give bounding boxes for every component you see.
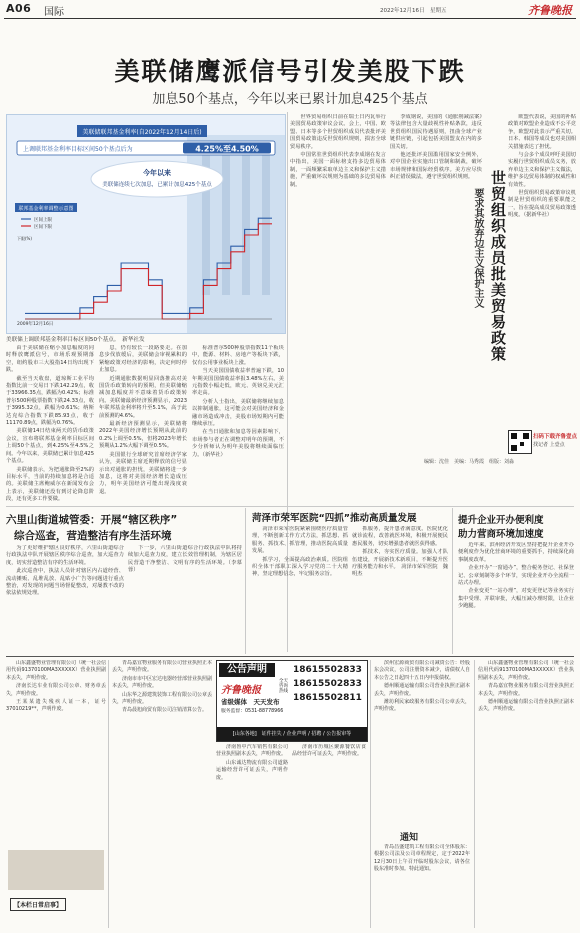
paragraph: 青岛昌盛建筑工程有限公司全体股东：根据公司法及公司章程规定，定于2022年12月30日上午召开临时股东会议，请各位股东准时参加。特此通知。 [374,844,470,873]
notice-body [374,844,470,928]
paragraph: 欧盟代表说，美国的补贴政策对欧盟企业造成不公平竞争，欧盟对此表示严重关切。日本、韩国等成员也对美国相关措施表达了担忧。 [508,114,576,150]
ads-divider [6,656,574,657]
notice-title: 通知 [400,833,419,843]
section-divider [6,506,574,507]
ad-item: 滨州宏源商贸有限公司减资公告：经股东会决议，公司注册资本减少，请债权人自本公告之日起四十五日内申报债权。 [374,660,470,681]
qr-caption-2: 找记者 上壹点 [533,442,565,448]
phone-number[interactable]: 18615502833 [293,679,362,689]
paragraph: 为了更好维护辖区良好秩序，六里山街道综合行政执法中队开展辖区秩序综合巡查，加大巡查力度，切实营造整洁有序的生活环境。 [6,545,124,566]
ads-col4 [292,744,366,928]
paragraph: 他还批评美国滥用国家安全例外，对中国企业实施出口管制和制裁，破坏市场规律和国际经贸秩序。美方应尽快纠正错误做法，遵守世贸组织规则。 [390,152,482,181]
axis-note: 下限(%) [17,236,32,241]
building-column [222,155,230,295]
ad-item: 青岛晨旭商贸有限公司注销清算公告。 [122,707,208,714]
editors-credit: 编辑：沈佳 美编：马秀霞 组版：刘淼 [424,459,515,465]
newspaper-logo: 齐鲁晚报 [528,4,572,17]
local1-subtitle: 综合巡查，营造整洁有序生活环境 [14,530,172,542]
ads-col1-footer: 【本栏日常启事】 [10,898,66,911]
paragraph: 与会多个成员呼吁美国切实履行世贸组织成员义务，放弃单边主义和保护主义做法，维护多边贸易体制的权威性和有效性。 [508,152,576,188]
qr-marker [523,433,529,439]
trade-article-col2 [390,114,482,514]
paragraph: 菏泽市荣军医院紧紧围绕医疗质量管理，不断创新工作方式方法，抓思想、抓服务、抓技术、抓管理，推动医院高质量发展。 [252,526,348,555]
notice-board-hotline: 服务监督：0531-88778966 [221,709,284,714]
trade-subtitle: 要求其放弃边主义保护主义 [472,188,483,308]
paragraph: 世贸组织贸易政策审议机制是世贸组织的重要职能之一，旨在提高成员贸易政策透明度。（据新华社） [508,190,576,219]
ad-item: 山东鑫盛物业管理有限公司（统一社会信用代码91370100MA3XXXXX）营业执照副本丢失，声明作废。 [478,660,574,681]
qr-marker [511,445,517,451]
ad-item: 济南市市中区宏达电器经营部营业执照副本丢失，声明作废。 [112,675,212,690]
paragraph: 下一步，六里山街道综合行政执法中队将持续加大巡查力度，建立长效管理机制，为辖区居民营造干净整洁、文明有序的生活环境。（李慕蓉） [128,545,242,574]
local3-title: 提升企业开办便利度 [458,515,544,526]
notice-board-title: 公告声明 [219,663,275,677]
paragraph: 截至当天收盘，道琼斯工业平均指数比前一交易日下跌142.29点，收于33966.35点，跌幅为0.42%；标准普尔500种股票指数下跌24.33点，收于3995.32点，跌幅为0.61%；纳斯达克综合指数下跌85.93点，收于11170.89点，跌幅为0.76%。 [6,375,94,427]
local1-title: 六里山街道城管委：开展“辖区秩序” [6,514,178,526]
paragraph: 企业开办“一窗通办”，整合税务登记、社保登记、公章刻制等多个环节，实现企业开办全流程一站式办理。 [458,565,574,587]
paragraph: 美联储表示，为把通胀降至2%的目标水平，当前的持续加息将是合适的。美联储主席鲍威尔在新闻发布会上表示，美联储还没有到讨论降息阶段，还有更多工作要做。 [6,466,94,503]
column-divider [245,508,246,654]
ad-item: 山东鑫盛物业管理有限公司（统一社会信用代码91370100MA3XXXXX）营业执照副本丢失，声明作废。 [6,660,106,681]
column-divider [370,660,371,928]
banner-text: 美联储联邦基金利率(自2022年12月14日后) [82,129,202,136]
column-divider [108,660,109,928]
legend-lower: 区间下限 [34,225,52,230]
mini-chart-title: 联邦基金利率调整示意图 [18,206,74,212]
paragraph: 此次巡查中，执法人员针对辖区内占道经营、流动摊贩、乱堆乱放、乱贴小广告等问题进行重点整治，对发现的问题当场督促整改，对屡教不改的依法依规处理。 [6,568,124,597]
notice-board-ad [216,660,368,742]
qr-dot [520,442,524,446]
qr-marker [511,433,517,439]
phone-number[interactable]: 18615502811 [293,693,362,703]
legend-upper: 区间上限 [34,218,52,223]
rate-value: 4.25%至4.50% [195,144,259,154]
paragraph: 世界贸易组织日前在瑞士日内瓦举行美国贸易政策审议会议。会上，中国、欧盟、日本等多个世贸组织成员代表批评美国贸易政策违反世贸组织规则，损害全球贸易秩序。 [290,114,386,150]
ads-col3 [216,744,288,928]
qr-caption: 扫码下载齐鲁壹点 [533,434,578,440]
paragraph: 美国银行全球研究首席经济学家认为，美联储主席近期释放的信号显示出对通胀的担忧，美联储将进一步加息，这将对美国经济增长造成压力，明年美国经济可能出现浅度衰退。 [99,451,187,495]
paragraph: 中国常驻世贸组织代表李成钢在发言中指出，美国一面标榜支持多边贸易体制，一面频繁采取单边主义和保护主义措施，严重破坏以规则为基础的多边贸易体制。 [290,152,386,188]
ad-item: 德州顺通运输有限公司营业执照正副本丢失，声明作废。 [478,699,574,713]
paragraph: 李成钢说，美国的《通胀削减法案》等法律包含大量歧视性补贴条款，违反世贸组织国民待遇原则，扭曲全球产业链供应链，引起包括美国盟友在内的多国关切。 [390,114,482,150]
local1-col2 [128,545,242,651]
paragraph: 最新经济预测显示，美联储将2022年美国经济增长预期从此前的0.2%上调至0.5%，但将2023年增长预期从1.2%大幅下调至0.5%。 [99,421,187,450]
ad-item: 山东华之源建筑装饰工程有限公司公章丢失，声明作废。 [112,691,212,706]
ad-item: 山东诚达物流有限公司道路运输经营许可证丢失，声明作废。 [216,759,288,781]
local2-col1 [252,526,348,652]
ad-item: 济南市历城区聚源餐饮店食品经营许可证丢失，声明作废。 [292,744,366,758]
rate-label: 上调联邦基金利率目标区间50个基点后为 [23,146,133,153]
note-bubble [91,161,223,197]
ad-photo [8,850,104,890]
fed-rate-infographic [6,114,286,334]
paragraph: 近年来，滨州经济开发区坚持把提升企业开办便利度作为优化营商环境的重要抓手，持续深化商事制度改革。 [458,542,574,563]
paragraph: 当天美国国债收益率普遍下跌，10年期美国国债收益率报3.48%左右。美元指数小幅走低，欧元、英镑兑美元汇率走高。 [192,368,284,397]
paragraph: 标准普尔500种股票指数11个板块中，能源、材料、房地产等板块下跌，仅有公用事业板块上涨。 [192,345,284,366]
building-silhouette [187,135,285,333]
infographic-svg [7,115,285,333]
qr-code[interactable] [508,430,532,454]
ad-item: 青岛嘉宜物业服务有限公司营业执照正本丢失，声明作废。 [112,660,212,674]
column-divider [474,660,475,928]
section-name: 国际 [44,7,64,18]
paragraph: 抓技术，夯实医疗质量。加强人才队伍建设，开展新技术新项目，不断提升医疗服务能力和水平。 菏泽市荣军医院 魏明杰 [352,549,448,578]
note-line2: 美联储连续七次加息，已累计加息425个基点 [102,182,212,188]
ad-item: 青岛嘉宜物业服务有限公司营业执照正本丢失，声明作废。 [478,683,574,697]
main-headline: 美联储鹰派信号引发美股下跌 [114,57,466,86]
infographic-caption: 美联储上调联邦基金利率目标区间50个基点。 新华社发 [6,337,145,343]
trade-title: 世贸组织成员批美贸易政策 [489,170,507,362]
paragraph: 近期通胀数据明显回落推高对美国货币政策转向的预期，但美联储缩减加息幅度并不意味着货币政策转向。美联储最新经济预测显示，2023年联邦基金利率将升至5.1%，高于此前预测的4.6%。 [99,375,187,419]
ads-col5 [374,660,470,820]
column-divider [452,508,453,654]
main-subheadline: 加息50个基点，今年以来已累计加息425个基点 [152,92,428,107]
local3-body [458,542,574,652]
notice-board-strip: [山东各地] 证件挂失 / 企业声明 / 招聘 / 公告报审等 [217,727,367,741]
building-column [262,155,270,295]
page-number: A06 [6,2,32,15]
paragraph: 在当日通胀和加息等因素影响下，市场参与者正在调整对明年的预期，不少分析师认为明年美股将继续面临压力。（新华社） [192,429,284,458]
paragraph: 美联储14日结束两天的货币政策会议，宣布将联邦基金利率目标区间上调50个基点，到4.25%至4.5%之间。今年以来，美联储已累计加息425个基点。 [6,428,94,465]
ad-item: 德州顺通运输有限公司营业执照正副本丢失，声明作废。 [374,683,470,697]
paragraph: 企业变更“一站办理”，对变更登记等业务实行集中受理、并联审批，大幅压减办理时限，让企业少跑腿。 [458,588,574,610]
ad-item: 济南长达车业有限公司公章、财务章丢失，声明作废。 [6,683,106,697]
paragraph: 息，仍有较长一段路要走。在加息步伐放缓后，美联储会审视累积的紧缩政策对经济的影响，决定何时停止加息。 [99,345,187,374]
ad-item: 济南鲁中汽车销售有限公司营业执照副本丢失，声明作废。 [216,744,288,758]
notice-board-paper: 齐鲁晚报 [221,685,261,696]
notice-board-slogan: 省级媒体 天天发布 [221,698,280,706]
paragraph: 抓服务，提升患者满意度。医院优化就诊流程，改善就医环境，积极开展便民惠民服务，切实增强患者就医获得感。 [352,526,448,547]
local2-col2 [352,526,448,652]
ad-item: 潍坊利民家政服务有限公司公章丢失，声明作废。 [374,699,470,713]
paragraph: 分析人士指出，美联储将继续加息以抑制通胀，这可能会对美国经济和金融市场造成冲击，美股市场短期内可能继续承压。 [192,398,284,428]
paragraph: 抓学习，全面提高政治素质。医院组织全体干部职工深入学习党的二十大精神，坚定理想信念，牢记服务宗旨。 [252,556,348,578]
ads-col2 [112,660,212,928]
ads-col6 [478,660,574,928]
issue-date: 2022年12月16日 星期五 [380,8,447,14]
header-rule [4,18,576,19]
building-column [242,155,250,295]
phone-number[interactable]: 18615502833 [293,665,362,675]
trade-article-col1 [290,114,386,514]
trade-article-col3 [508,114,576,414]
local1-col1 [6,545,124,651]
axis-start-label: 2009年12月16日 [17,322,54,327]
phone-label: 全天咨询热线 [279,679,288,694]
ad-item: 王某某遗失残疾人证一本，证号37010219**，声明作废。 [6,699,106,713]
note-line1: 今年以来 [143,169,171,177]
local2-title: 菏泽市荣军医院“四抓”推动高质量发展 [252,513,417,524]
paragraph: 由于美联储在缩小加息幅度的同时释放鹰派信号，市场乐观预期落空，纽约股市三大股指14日均出现下跌。 [6,345,94,374]
local3-subtitle: 助力营商环境加速度 [458,529,544,540]
